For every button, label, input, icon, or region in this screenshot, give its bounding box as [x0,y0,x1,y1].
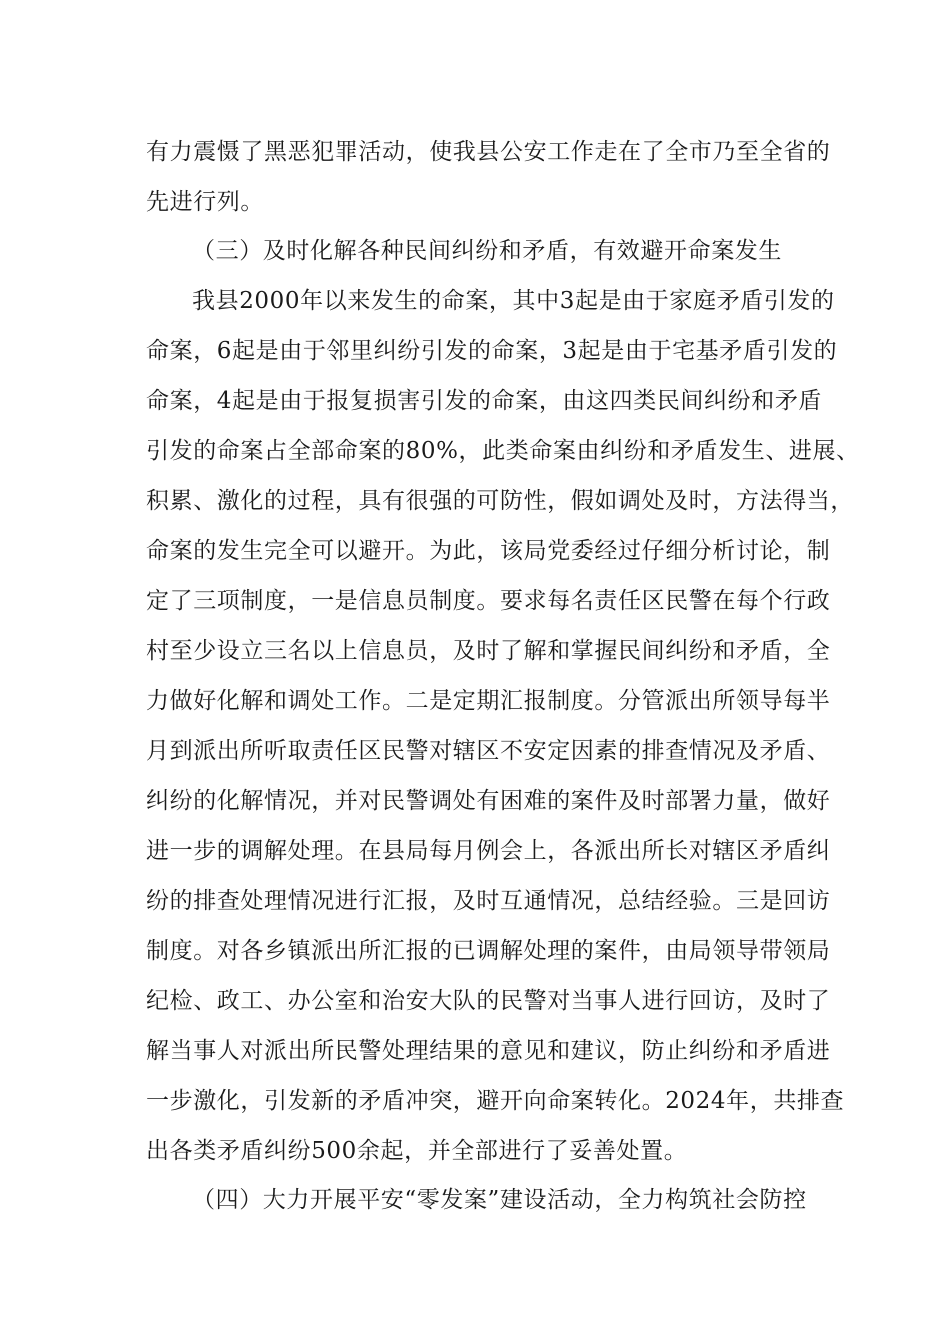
text-line: 我县2000年以来发生的命案，其中3起是由于家庭矛盾引发的 [192,288,835,314]
section-heading: （三）及时化解各种民间纠纷和矛盾，有效避开命案发生 [192,238,782,264]
text-line: 纷的排查处理情况进行汇报，及时互通情况，总结经验。三是回访 [146,888,831,914]
text-line: 命案，4起是由于报复损害引发的命案，由这四类民间纠纷和矛盾 [146,388,823,414]
text-line: 有力震慑了黑恶犯罪活动，使我县公安工作走在了全市乃至全省的 [146,139,831,165]
text-line: 纪检、政工、办公室和治安大队的民警对当事人进行回访，及时了 [146,988,831,1014]
text-line: 引发的命案占全部命案的80%，此类命案由纠纷和矛盾发生、进展、 [146,438,860,464]
text-line: 定了三项制度，一是信息员制度。要求每名责任区民警在每个行政 [146,588,831,614]
text-line: 月到派出所听取责任区民警对辖区不安定因素的排查情况及矛盾、 [146,738,831,764]
text-line: 先进行列。 [146,189,264,215]
text-line: 积累、激化的过程，具有很强的可防性，假如调处及时，方法得当， [146,488,854,514]
text-line: 村至少设立三名以上信息员，及时了解和掌握民间纠纷和矛盾，全 [146,638,831,664]
text-line: 纠纷的化解情况，并对民警调处有困难的案件及时部署力量，做好 [146,788,831,814]
text-line: 制度。对各乡镇派出所汇报的已调解处理的案件，由局领导带领局 [146,938,831,964]
section-heading: （四）大力开展平安“零发案”建设活动，全力构筑社会防控 [192,1187,807,1213]
text-line: 进一步的调解处理。在县局每月例会上，各派出所长对辖区矛盾纠 [146,838,831,864]
text-line: 命案的发生完全可以避开。为此，该局党委经过仔细分析讨论，制 [146,538,831,564]
text-line: 一步激化，引发新的矛盾冲突，避开向命案转化。2024年，共排查 [146,1088,845,1114]
text-line: 解当事人对派出所民警处理结果的意见和建议，防止纠纷和矛盾进 [146,1038,831,1064]
text-line: 命案，6起是由于邻里纠纷引发的命案，3起是由于宅基矛盾引发的 [146,338,838,364]
text-line: 力做好化解和调处工作。二是定期汇报制度。分管派出所领导每半 [146,688,831,714]
text-line: 出各类矛盾纠纷500余起，并全部进行了妥善处置。 [146,1138,688,1164]
